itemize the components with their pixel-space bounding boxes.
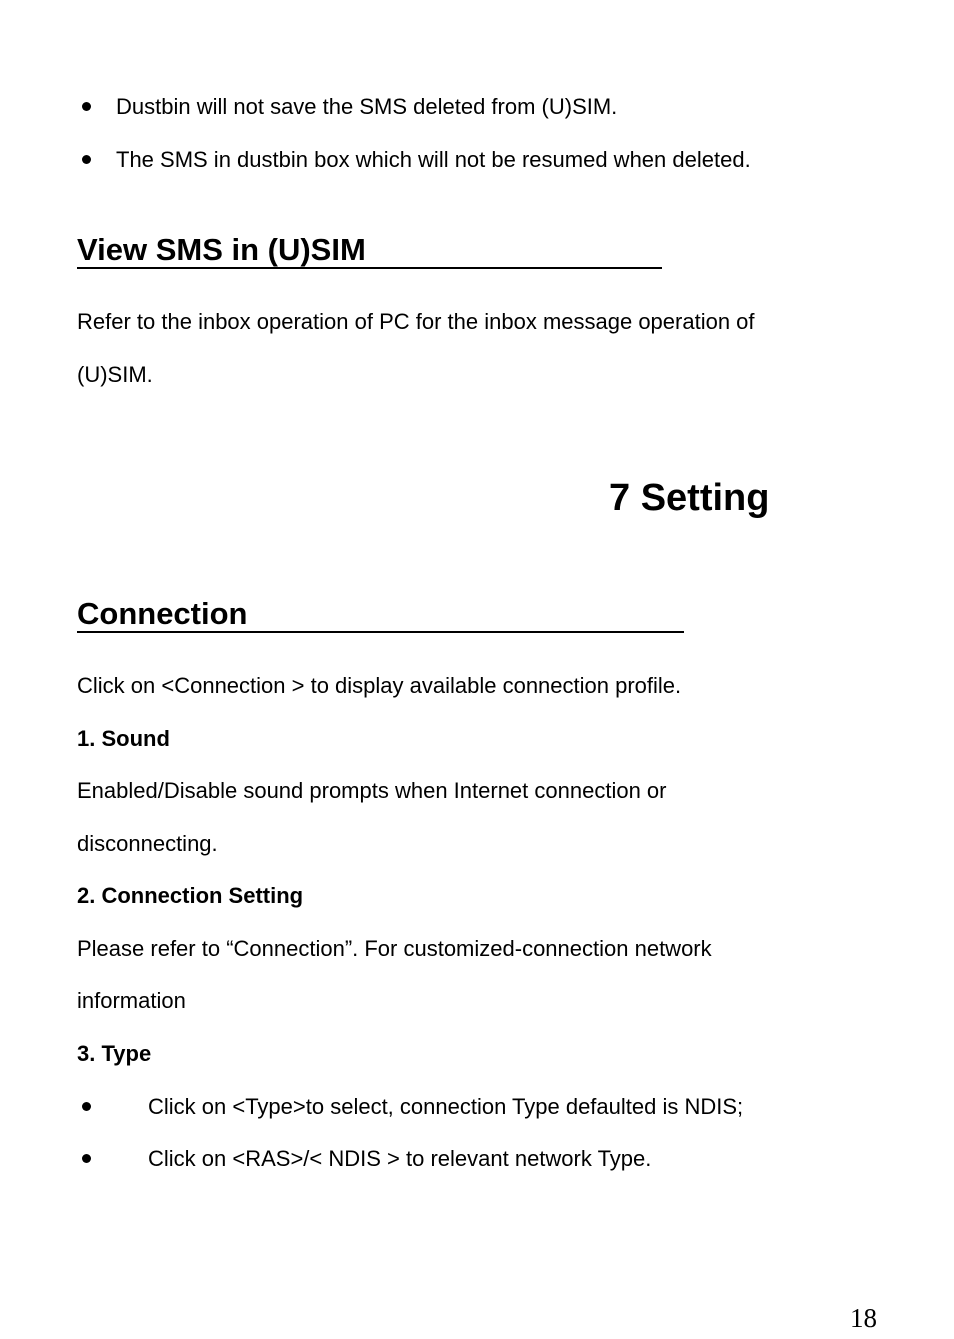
paragraph-line: Please refer to “Connection”. For customized-connection network	[77, 936, 712, 961]
subheading-sound: 1. Sound	[77, 726, 170, 751]
section-heading-text: View SMS in (U)SIM	[77, 232, 366, 267]
bullet-icon	[82, 1154, 91, 1163]
section-heading-view-sms	[77, 233, 662, 269]
bullet-icon	[82, 102, 91, 111]
section-heading-text: Connection	[77, 596, 248, 631]
subheading-type: 3. Type	[77, 1041, 152, 1066]
bullet-icon	[82, 1102, 91, 1111]
bullet-text: Click on <RAS>/< NDIS > to relevant network Type.	[148, 1146, 652, 1171]
subheading-connection-setting: 2. Connection Setting	[77, 883, 304, 908]
bullet-icon	[82, 155, 91, 164]
paragraph-line: disconnecting.	[77, 831, 218, 856]
bullet-text: Click on <Type>to select, connection Type defaulted is NDIS;	[148, 1094, 744, 1119]
section-heading-connection	[77, 597, 684, 633]
bullet-text: Dustbin will not save the SMS deleted from (U)SIM.	[116, 94, 618, 119]
paragraph-line: Refer to the inbox operation of PC for the inbox message operation of	[77, 309, 755, 334]
page-number: 18	[850, 1303, 877, 1333]
paragraph-line: Click on <Connection > to display available connection profile.	[77, 673, 682, 698]
paragraph-line: (U)SIM.	[77, 362, 153, 387]
paragraph-line: Enabled/Disable sound prompts when Internet connection or	[77, 778, 667, 803]
chapter-title: 7 Setting	[609, 477, 770, 519]
paragraph-line: information	[77, 988, 186, 1013]
bullet-text: The SMS in dustbin box which will not be resumed when deleted.	[116, 147, 751, 172]
